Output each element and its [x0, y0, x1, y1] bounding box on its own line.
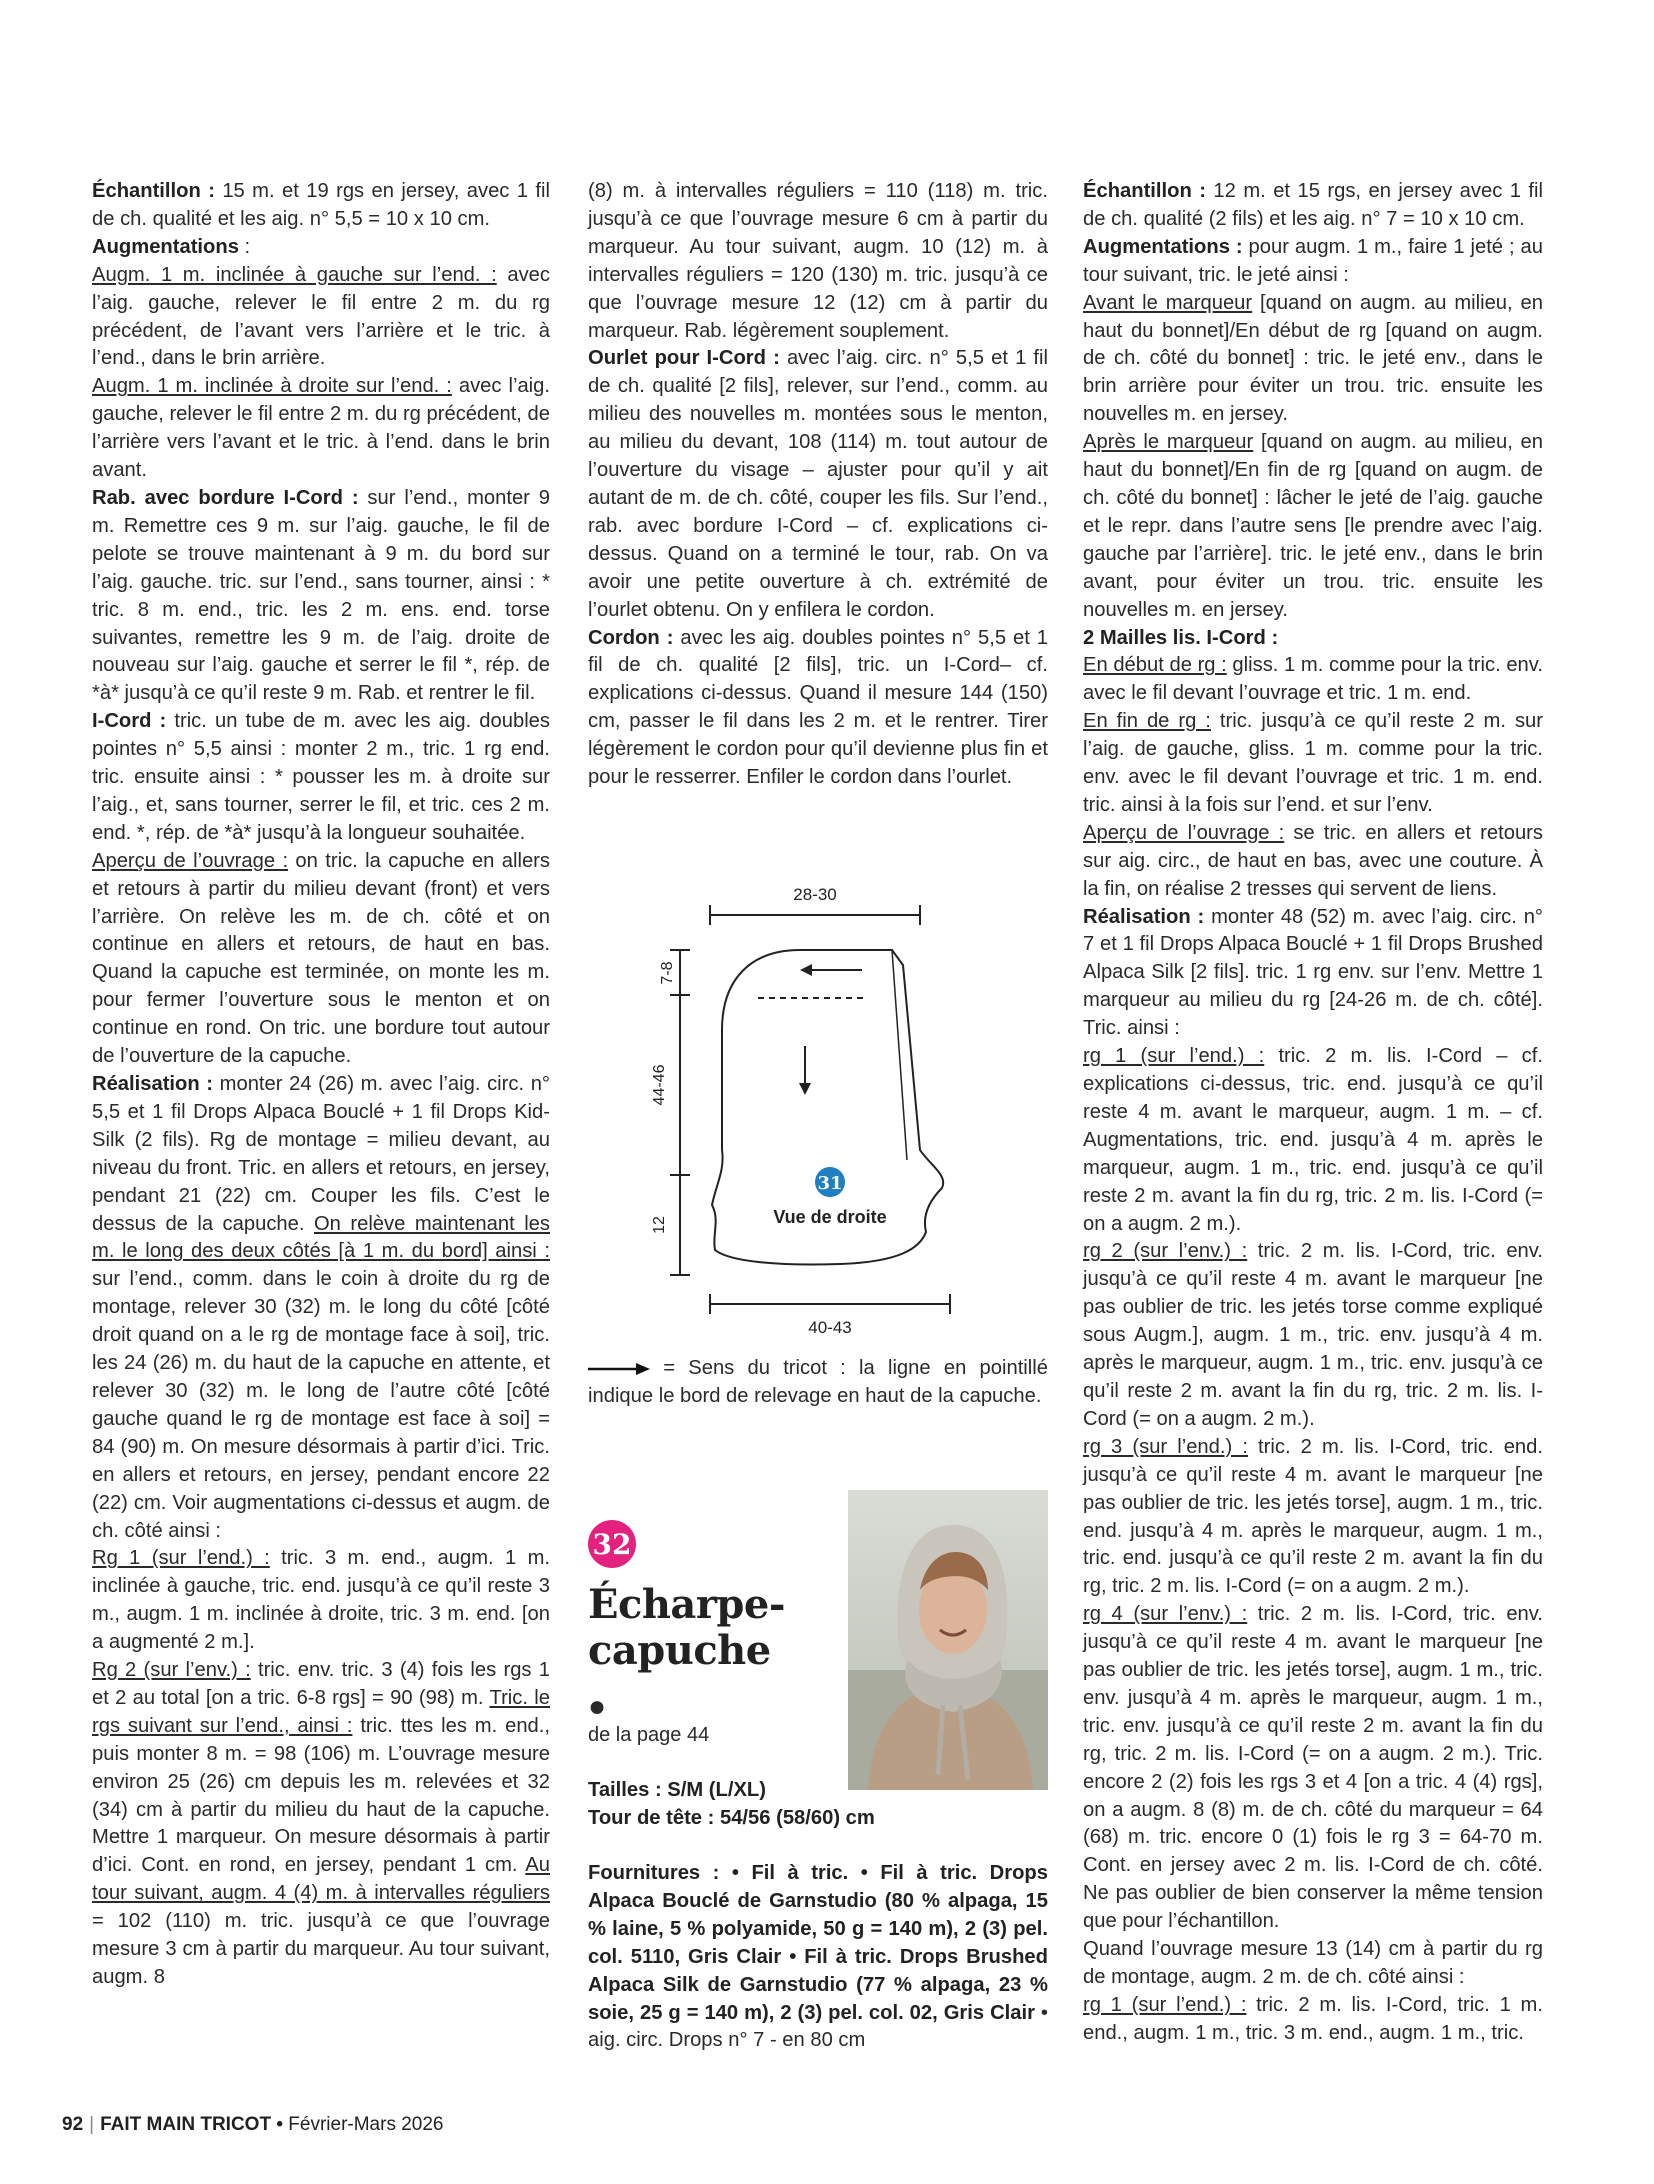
body-text: tric. 2 m. lis. I-Cord – cf. explications ci-dessus, tric. end. jusqu’à ce qu’il reste 4 m. avant le marqueur, augm. 1 m. – cf. Augmentations, tric. end. jusqu’à 4 m. après le marqueur, augm. 1 m., tric. end. jusqu’à ce qu’il reste 2 m. avant la fin du rg, tric. 2 m. lis. I-Cord (= on a augm. 2 m.).	[1083, 1045, 1543, 1235]
underlined-subheading: rg 1 (sur l’end.) :	[1083, 1993, 1247, 2016]
body-text: se tric. en allers et retours sur aig. circ., de haut en bas, avec une couture. À la fin, on réalise 2 tresses qui servent de liens.	[1083, 821, 1543, 900]
body-text: avec l’aig. gauche, relever le fil entre 2 m. du rg précédent, de l’avant vers l’arrière et le tric. à l’end., dans le brin arrière.	[92, 263, 550, 370]
body-text: avec l’aig. circ. n° 5,5 et 1 fil de ch. qualité [2 fils], relever, sur l’end., comm. au milieu des nouvelles m. montées sous le menton, au milieu du devant, 108 (114) m. tout autour de l’ouverture du visage – ajuster pour qu’il y ait autant de m. de ch. côté, couper les fils. Sur l’end., rab. avec bordure I-Cord – cf. explications ci-dessus. Quand on a terminé le tour, rab. On va avoir une petite ouverture à ch. extrémité de l’ourlet obtenu. On y enfilera le cordon.	[588, 347, 1048, 621]
dim-bottom-side-label: 12	[651, 1216, 668, 1234]
col3-paragraph	[1083, 1238, 1543, 1433]
body-text: sur l’end., comm. dans le coin à droite du rg de montage, relever 30 (32) m. le long du côté [côté droit quand on a le rg de montage face à soi], tric. les 24 (26) m. du haut de la capuche en attente, et relever 30 (32) m. le long de l’autre côté [côté gauche quand le rg de montage est face à soi] = 84 (90) m. On mesure désormais à partir d’ici. Tric. en allers et retours, en jersey, pendant encore 22 (22) cm. Voir augmentations ci-dessus et augm. de ch. côté ainsi :	[92, 1268, 550, 1542]
col3-paragraph	[1083, 1601, 1543, 1936]
bullet-icon: ●	[588, 1690, 607, 1723]
col3-paragraph	[1083, 290, 1543, 430]
col3-paragraph	[1083, 820, 1543, 904]
col1-paragraph	[92, 708, 550, 848]
underlined-subheading: rg 3 (sur l’end.) :	[1083, 1435, 1248, 1458]
section-32-badge: 32	[588, 1520, 636, 1568]
from-page-reference: de la page 44	[588, 1724, 710, 1746]
body-text: Quand l’ouvrage mesure 13 (14) cm à partir du rg de montage, augm. 2 m. de ch. côté ainsi :	[1083, 1938, 1543, 1988]
col1-paragraph	[92, 1545, 550, 1657]
col3-paragraph	[1083, 234, 1543, 290]
underlined-subheading: Aperçu de l’ouvrage :	[92, 849, 289, 872]
col1-paragraph	[92, 1071, 550, 1545]
body-text: monter 48 (52) m. avec l’aig. circ. n° 7 et 1 fil Drops Alpaca Bouclé + 1 fil Drops Brushed Alpaca Silk [2 fils]. tric. 1 rg env. sur l’env. Mettre 1 marqueur au milieu du rg [24-26 m. de ch. côté]. Tric. ainsi :	[1083, 905, 1543, 1040]
bold-heading: Réalisation :	[1083, 905, 1212, 928]
section-32-title-line1: Écharpe-	[588, 1581, 785, 1628]
body-text: monter 24 (26) m. avec l’aig. circ. n° 5,5 et 1 fil Drops Alpaca Bouclé + 1 fil Drops Kid-Silk (2 fils). Rg de montage = milieu devant, au niveau du front. Tric. en allers et retours, en jersey, pendant 21 (22) cm. Couper les fils. C’est le dessus de la capuche.	[92, 1073, 551, 1235]
col2-paragraph	[588, 625, 1048, 792]
body-text: tric. jusqu’à ce qu’il reste 2 m. sur l’aig. de gauche, gliss. 1 m. comme pour la tric. env. avec le fil devant l’ouvrage et tric. 1 m. end. tric. ainsi à la fois sur l’end. et sur l’env.	[1083, 710, 1543, 816]
dim-left-label: 44-46	[651, 1064, 668, 1106]
supplies-bold-text: • Fil à tric. • Fil à tric. Drops Alpaca Bouclé de Garnstudio (80 % alpaga, 15 % laine, 5 % polyamide, 50 g = 140 m), 2 (3) pel. col. 5110, Gris Clair • Fil à tric. Drops Brushed Alpaca Silk de Garnstudio (77 % alpaga, 23 % soie, 25 g = 140 m), 2 (3) pel. col. 02, Gris Clair	[588, 1862, 1048, 2024]
legend-text: = Sens du tricot : la ligne en pointillé indique le bord de relevage en haut de la capuche.	[588, 1357, 1048, 1407]
body-text: tric. 2 m. lis. I-Cord, tric. 1 m. end., augm. 1 m., tric. 3 m. end., augm. 1 m., tric.	[1083, 1993, 1543, 2044]
model-photo	[848, 1490, 1048, 1790]
underlined-subheading: Aperçu de l’ouvrage :	[1083, 821, 1285, 844]
body-text: tric. 2 m. lis. I-Cord, tric. end. jusqu’à ce qu’il reste 4 m. avant le marqueur [ne pas oublier de tric. les jetés torse], augm. 1 m., tric. end. jusqu’à 4 m. après le marqueur, augm. 1 m., tric. end. jusqu’à ce qu’il reste 2 m. avant la fin du rg, tric. 2 m. lis. I-Cord (= on a augm. 2 m.).	[1083, 1435, 1543, 1598]
magazine-name: FAIT MAIN TRICOT	[100, 2114, 272, 2135]
body-text: tric. 2 m. lis. I-Cord, tric. env. jusqu’à ce qu’il reste 4 m. avant le marqueur [ne pas oublier de tric. les jetés torse], augm. 1 m., tric. env. jusqu’à 4 m. après le marqueur, augm. 1 m., tric. env. jusqu’à ce qu’il reste 2 m. avant la fin du rg, tric. 2 m. lis. I-Cord (= on a augm. 2 m.). Tric. encore 2 (2) fois les rgs 3 et 4 [on a tric. 4 (4) rgs], on a augm. 8 (8) m. de ch. côté du marqueur = 64 (68) m. tric. encore 0 (1) fois le rg 3 = 64-70 m. Cont. en jersey avec 2 m. lis. I-Cord de ch. côté. Ne pas oublier de bien conserver la même tension que pour l’échantillon.	[1083, 1603, 1543, 1933]
col1-paragraph	[92, 485, 550, 708]
diagram-legend	[588, 1355, 1048, 1411]
body-text: avec les aig. doubles pointes n° 5,5 et 1 fil de ch. qualité [2 fils], tric. un I-Cord– cf. explications ci-dessus. Quand il mesure 144 (150) cm, passer le fil dans les 2 m. et le rentrer. Tirer légèrement le cordon pour qu’il devienne plus fin et pour le resserrer. Enfiler le cordon dans l’ourlet.	[588, 626, 1048, 789]
bold-heading: Réalisation :	[92, 1073, 220, 1095]
bold-heading: I-Cord :	[92, 710, 175, 733]
body-text: 12 m. et 15 rgs, en jersey avec 1 fil de ch. qualité (2 fils) et les aig. n° 7 = 10 x 10 cm.	[1083, 180, 1544, 230]
hood-schematic-svg	[630, 870, 1050, 1340]
body-text: sur l’end., monter 9 m. Remettre ces 9 m. sur l’aig. gauche, le fil de pelote se trouve maintenant à 9 m. du bord sur l’aig. gauche. tric. sur l’end., sans tourner, ainsi : * tric. 8 m. end., tric. les 2 m. ens. end. torse suivantes, remettre les 9 m. de l’aig. droite de nouveau sur l’aig. gauche et serrer le fil *, rép. de *à* jusqu’à ce qu’il reste 9 m. Rab. et rentrer le fil.	[92, 486, 550, 705]
bold-heading: Cordon :	[588, 626, 681, 649]
body-text: tric. 2 m. lis. I-Cord, tric. env. jusqu’à ce qu’il reste 4 m. avant le marqueur [ne pas oublier de tric. les jetés torse comme expliqué sous Augm.], augm. 1 m., tric. env. jusqu’à 4 m. après le marqueur, augm. 1 m., tric. env. jusqu’à ce qu’il reste 2 m. avant la fin du rg, tric. 2 m. lis. I-Cord (= on a augm. 2 m.).	[1083, 1240, 1543, 1430]
underlined-subheading: Rg 1 (sur l’end.) :	[92, 1547, 270, 1570]
body-text: (8) m. à intervalles réguliers = 110 (118) m. tric. jusqu’à ce que l’ouvrage mesure 6 cm à partir du marqueur. Au tour suivant, augm. 10 (12) m. à intervalles réguliers = 120 (130) m. tric. jusqu’à ce que l’ouvrage mesure 12 (12) cm à partir du marqueur. Rab. légèrement souplement.	[588, 180, 1048, 342]
dim-top-side-label: 7-8	[659, 961, 676, 985]
bold-heading: Échantillon :	[92, 180, 223, 202]
body-text: tric. 3 m. end., augm. 1 m. inclinée à gauche, tric. end. jusqu’à ce qu’il reste 3 m., augm. 1 m. inclinée à droite, tric. 3 m. end. [on a augmenté 2 m.].	[92, 1547, 550, 1654]
underlined-subheading: rg 2 (sur l’env.) :	[1083, 1240, 1248, 1263]
underlined-subheading: Augm. 1 m. inclinée à droite sur l’end. :	[92, 375, 452, 398]
body-text: = 102 (110) m. tric. jusqu’à ce que l’ouvrage mesure 3 cm à partir du marqueur. Au tour suivant, augm. 8	[92, 1910, 550, 1988]
col3-paragraph	[1083, 1936, 1543, 1992]
col1-paragraph	[92, 373, 550, 485]
sizes-line: Tailles : S/M (L/XL)	[588, 1779, 766, 1801]
body-text: tric. env. tric. 3 (4) fois les rgs 1 et 2 au total [on a tric. 6-8 rgs] = 90 (98) m.	[92, 1659, 550, 1709]
bold-heading: Échantillon :	[1083, 180, 1214, 202]
body-text: tric. ttes les m. end., puis monter 8 m. = 98 (106) m. L’ouvrage mesure environ 25 (26) cm depuis les m. relevées et 32 (34) cm à partir du milieu du haut de la capuche. Mettre 1 marqueur. On mesure désormais à partir d’ici. Cont. en rond, en jersey, pendant 1 cm.	[92, 1714, 551, 1877]
body-text: [quand on augm. au milieu, en haut du bonnet]/En début de rg [quand on augm. de ch. côté du bonnet] : tric. le jeté env., dans le brin arrière pour éviter un trou. tric. ensuite les nouvelles m. en jersey.	[1083, 291, 1543, 426]
column-2	[588, 178, 1048, 792]
footer-bullet: •	[276, 2114, 283, 2135]
col3-paragraph	[1083, 708, 1543, 820]
underlined-subheading: rg 4 (sur l’env.) :	[1083, 1603, 1248, 1626]
underlined-subheading: rg 1 (sur l’end.) :	[1083, 1045, 1265, 1068]
col1-paragraph	[92, 1657, 550, 1992]
body-text: tric. un tube de m. avec les aig. doubles pointes n° 5,5 ainsi : monter 2 m., tric. 1 rg end. tric. ensuite ainsi : * pousser les m. à droite sur l’aig., et, sans tourner, serrer le fil, et tric. ces 2 m. end. *, rép. de *à* jusqu’à la longueur souhaitée.	[92, 710, 550, 844]
underlined-subheading: Au tour suivant, augm. 4 (4) m. à intervalles réguliers	[92, 1854, 550, 1905]
col1-paragraph	[92, 848, 550, 1071]
underlined-subheading: Tric. le rgs suivant sur l’end., ainsi :	[92, 1686, 550, 1737]
supplies-normal-text: • aig. circ. Drops n° 7 - en 80 cm	[588, 2001, 1048, 2052]
col2-paragraph	[588, 178, 1048, 345]
col3-paragraph	[1083, 652, 1543, 708]
underlined-subheading: En début de rg :	[1083, 654, 1227, 677]
col3-paragraph	[1083, 429, 1543, 624]
underlined-subheading: En fin de rg :	[1083, 710, 1211, 733]
direction-arrow-down-head	[799, 1083, 811, 1095]
col3-paragraph	[1083, 1992, 1543, 2048]
bold-heading: Augmentations	[92, 235, 239, 258]
col1-paragraph	[92, 178, 550, 234]
col3-paragraph	[1083, 904, 1543, 1044]
underlined-subheading: On relève maintenant les m. le long des deux côtés [à 1 m. du bord] ainsi :	[92, 1212, 550, 1263]
body-text: on tric. la capuche en allers et retours à partir du milieu devant (front) et vers l’arrière. On relève les m. de ch. côté et on continue en allers et retours, de haut en bas. Quand la capuche est terminée, on monte les m. pour fermer l’ouverture sous le menton et on continue en rond. On tric. une bordure tout autour de l’ouverture de la capuche.	[92, 849, 550, 1068]
bold-heading: 2 Mailles lis. I-Cord :	[1083, 626, 1279, 649]
diagram-badge-31-label: 31	[817, 1173, 843, 1194]
section-32-title-line2: capuche	[588, 1627, 771, 1674]
underlined-subheading: Après le marqueur	[1083, 431, 1254, 454]
body-text: 15 m. et 19 rgs en jersey, avec 1 fil de ch. qualité et les aig. n° 5,5 = 10 x 10 cm.	[92, 180, 551, 230]
bold-heading: Rab. avec bordure I-Cord :	[92, 486, 368, 509]
model-photo-illustration	[848, 1490, 1048, 1790]
col1-paragraph	[92, 262, 550, 374]
col1-paragraph	[92, 234, 550, 262]
issue-date: Février-Mars 2026	[288, 2114, 444, 2135]
column-1	[92, 178, 550, 1992]
bold-heading: Ourlet pour I-Cord :	[588, 347, 787, 370]
supplies-label: Fournitures :	[588, 1862, 732, 1884]
underlined-subheading: Avant le marqueur	[1083, 291, 1253, 314]
footer-separator: |	[89, 2114, 95, 2135]
head-circumference-line: Tour de tête : 54/56 (58/60) cm	[588, 1806, 875, 1829]
hood-schematic-diagram	[630, 870, 1050, 1340]
arrow-right-icon	[588, 1362, 650, 1376]
bold-heading: Augmentations :	[1083, 235, 1249, 258]
underlined-subheading: Rg 2 (sur l’env.) :	[92, 1659, 251, 1682]
col3-paragraph	[1083, 625, 1543, 653]
dim-bottom-label: 40-43	[808, 1318, 852, 1337]
body-text: [quand on augm. au milieu, en haut du bonnet]/En fin de rg [quand on augm. de ch. côté du bonnet] : lâcher le jeté de l’aig. gauche et le repr. dans l’autre sens [le prendre avec l’aig. gauche par l’arrière]. tric. le jeté env., dans le brin avant, pour éviter un trou. tric. ensuite les nouvelles m. en jersey.	[1083, 431, 1543, 621]
sizes-block	[588, 1777, 1048, 1833]
page-number: 92	[62, 2114, 84, 2135]
dim-top-label: 28-30	[793, 885, 837, 904]
body-text: pour augm. 1 m., faire 1 jeté ; au tour suivant, tric. le jeté ainsi :	[1083, 235, 1543, 286]
diagram-view-label: Vue de droite	[773, 1207, 887, 1227]
section-32-header	[588, 1520, 838, 1747]
col3-paragraph	[1083, 178, 1543, 234]
body-text: gliss. 1 m. comme pour la tric. env. avec le fil devant l’ouvrage et tric. 1 m. end.	[1083, 654, 1543, 705]
page-footer	[62, 2114, 444, 2136]
body-text: avec l’aig. gauche, relever le fil entre 2 m. du rg précédent, de l’arrière vers l’avant et le tric. à l’end. dans le brin avant.	[92, 375, 550, 482]
col2-paragraph	[588, 345, 1048, 624]
supplies-block	[588, 1860, 1048, 2055]
col3-paragraph	[1083, 1043, 1543, 1238]
direction-arrow-left-head	[800, 964, 812, 976]
body-text: :	[238, 235, 251, 258]
column-3	[1083, 178, 1543, 2048]
underlined-subheading: Augm. 1 m. inclinée à gauche sur l’end. :	[92, 263, 497, 286]
col3-paragraph	[1083, 1434, 1543, 1601]
